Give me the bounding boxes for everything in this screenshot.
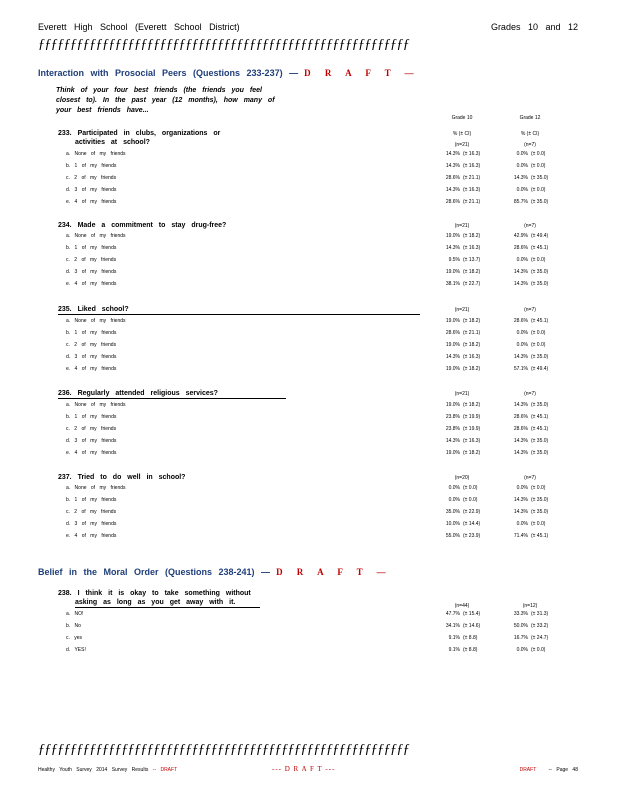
grade-12-percent: 0.0% <box>516 330 528 336</box>
grade-12-ci: (± 35.0) <box>531 402 549 408</box>
row-label: e. 4 of my friends <box>66 281 117 287</box>
grade-10-ci: (± 18.2) <box>463 450 481 456</box>
table-row <box>58 518 558 530</box>
table-row <box>58 230 558 242</box>
grade-10-ci: (± 0.0) <box>463 485 478 491</box>
n-grade-10: (n=21) <box>454 307 470 313</box>
grade-10-percent: 23.8% <box>445 414 460 420</box>
row-label: c. 2 of my friends <box>66 342 117 348</box>
footer-center-draft: --- D R A F T --- <box>272 765 336 773</box>
row-label: c. 2 of my friends <box>66 175 117 181</box>
row-label: b. 1 of my friends <box>66 497 117 503</box>
grade-10-ci: (± 16.3) <box>463 245 481 251</box>
intro-text: Think of your four best friends (the friends you feel closest to). In the past year (12 months), how many of your best friends have... <box>56 87 275 114</box>
table-row <box>58 411 558 423</box>
grade-10-ci: (± 8.8) <box>463 647 478 653</box>
grade-12-ci: (± 0.0) <box>531 151 546 157</box>
grade-10-percent: 55.0% <box>445 533 460 539</box>
n-grade-10: (n=21) <box>454 223 470 229</box>
draft-mark: D R A F T — <box>276 567 390 577</box>
grade-12-ci: (± 35.0) <box>531 509 549 515</box>
question-233 <box>58 129 558 208</box>
grade-10-ci: (± 18.2) <box>463 233 481 239</box>
row-label: a. None of my friends <box>66 318 126 324</box>
table-row <box>58 315 558 327</box>
question-text-line1: 235. Liked school? <box>58 306 129 313</box>
row-label: e. 4 of my friends <box>66 533 117 539</box>
row-label: c. 2 of my friends <box>66 426 117 432</box>
table-row <box>58 184 558 196</box>
table-row <box>58 196 558 208</box>
row-label: b. 1 of my friends <box>66 163 117 169</box>
grade-10-percent: 19.0% <box>445 342 460 348</box>
grade-10-ci: (± 23.9) <box>463 533 481 539</box>
grade-12-ci: (± 35.0) <box>531 199 549 205</box>
grade-10-ci: (± 0.0) <box>463 497 478 503</box>
question-title <box>58 473 558 482</box>
school-name: Everett High School (Everett School District) <box>38 22 240 32</box>
table-row <box>58 327 558 339</box>
grade-10-header: Grade 10 <box>451 115 473 121</box>
grade-12-ci: (± 35.0) <box>531 175 549 181</box>
grade-10-ci: (± 16.3) <box>463 354 481 360</box>
section-title-text: Belief in the Moral Order (Questions 238-241) — <box>38 567 271 577</box>
grade-10-percent: 0.0% <box>448 485 460 491</box>
question-title <box>58 129 558 147</box>
grade-12-ci: (± 0.0) <box>531 342 546 348</box>
grade-12-ci: (± 0.0) <box>531 647 546 653</box>
grade-12-ci: (± 45.1) <box>531 414 549 420</box>
table-row <box>58 620 558 632</box>
row-label: a. None of my friends <box>66 485 126 491</box>
table-row <box>58 278 558 290</box>
row-label: b. 1 of my friends <box>66 414 117 420</box>
grades-label: Grades 10 and 12 <box>490 22 578 32</box>
grade-12-ci: (± 0.0) <box>531 485 546 491</box>
section-title-moral-order <box>38 567 390 577</box>
question-text-line1: 233. Participated in clubs, organizations or <box>58 130 221 137</box>
question-title <box>58 589 558 607</box>
n-grade-10: (n=21) <box>454 391 470 397</box>
grade-10-col-header: % (± CI) <box>452 131 472 137</box>
grade-10-ci: (± 22.7) <box>463 281 481 287</box>
grade-12-percent: 0.0% <box>516 647 528 653</box>
table-row <box>58 254 558 266</box>
grade-12-ci: (± 0.0) <box>531 163 546 169</box>
n-grade-10: (n=20) <box>454 475 470 481</box>
table-row <box>58 530 558 542</box>
row-label: e. 4 of my friends <box>66 366 117 372</box>
footer-right-draft: DRAFT <box>519 767 537 773</box>
grade-10-percent: 14.3% <box>445 151 460 157</box>
table-row <box>58 506 558 518</box>
n-grade-10: (n=21) <box>454 142 470 148</box>
grade-10-percent: 19.0% <box>445 450 460 456</box>
grade-12-ci: (± 49.4) <box>531 366 549 372</box>
row-label: d. 3 of my friends <box>66 187 117 193</box>
grade-12-ci: (± 49.4) <box>531 233 549 239</box>
table-row <box>58 266 558 278</box>
table-row <box>58 608 558 620</box>
table-row <box>58 339 558 351</box>
grade-12-percent: 28.6% <box>513 414 528 420</box>
grade-12-percent: 0.0% <box>516 342 528 348</box>
grade-10-percent: 19.0% <box>445 366 460 372</box>
grade-10-percent: 23.8% <box>445 426 460 432</box>
footer-left <box>38 767 177 773</box>
grade-10-percent: 34.1% <box>445 623 460 629</box>
grade-12-header: Grade 12 <box>519 115 541 121</box>
grade-12-percent: 14.3% <box>513 354 528 360</box>
grade-12-ci: (± 35.0) <box>531 497 549 503</box>
grade-12-ci: (± 0.0) <box>531 521 546 527</box>
section-title-text: Interaction with Prosocial Peers (Questions 233-237) — <box>38 68 299 78</box>
grade-10-percent: 19.0% <box>445 318 460 324</box>
grade-12-percent: 33.3% <box>513 611 528 617</box>
grade-12-ci: (± 35.0) <box>531 438 549 444</box>
grade-12-percent: 42.9% <box>513 233 528 239</box>
n-grade-10: (n=44) <box>454 603 470 609</box>
table-row <box>58 160 558 172</box>
grade-10-ci: (± 14.4) <box>463 521 481 527</box>
draft-mark: D R A F T — <box>304 68 418 78</box>
grade-10-percent: 14.3% <box>445 354 460 360</box>
grade-12-percent: 28.6% <box>513 318 528 324</box>
grade-10-ci: (± 18.2) <box>463 342 481 348</box>
question-title <box>58 221 558 230</box>
question-text-line2: asking as long as you get away with it. <box>75 599 236 606</box>
grade-12-ci: (± 45.1) <box>531 533 549 539</box>
grade-12-col-header: % (± CI) <box>520 131 540 137</box>
grade-10-percent: 9.1% <box>448 635 460 641</box>
grade-12-percent: 0.0% <box>516 151 528 157</box>
row-label: d. 3 of my friends <box>66 438 117 444</box>
row-label: b. 1 of my friends <box>66 245 117 251</box>
grade-12-ci: (± 35.0) <box>531 281 549 287</box>
grade-10-percent: 0.0% <box>448 497 460 503</box>
grade-12-percent: 14.3% <box>513 438 528 444</box>
grade-10-ci: (± 19.9) <box>463 414 481 420</box>
grade-12-percent: 14.3% <box>513 281 528 287</box>
table-row <box>58 447 558 459</box>
table-row <box>58 423 558 435</box>
grade-10-ci: (± 21.1) <box>463 175 481 181</box>
n-grade-12: (n=7) <box>524 223 536 229</box>
table-row <box>58 172 558 184</box>
row-label: b. 1 of my friends <box>66 330 117 336</box>
table-row <box>58 351 558 363</box>
grade-12-ci: (± 35.0) <box>531 269 549 275</box>
filler-line-bottom: ƒƒƒƒƒƒƒƒƒƒƒƒƒƒƒƒƒƒƒƒƒƒƒƒƒƒƒƒƒƒƒƒƒƒƒƒƒƒƒƒƒƒƒƒƒƒƒƒƒƒƒƒƒƒƒƒƒƒ <box>38 743 410 757</box>
grade-10-ci: (± 21.1) <box>463 199 481 205</box>
question-238 <box>58 589 558 656</box>
grade-12-percent: 0.0% <box>516 257 528 263</box>
grade-10-ci: (± 19.9) <box>463 426 481 432</box>
grade-12-percent: 14.3% <box>513 402 528 408</box>
table-row <box>58 435 558 447</box>
question-text-line1: 234. Made a commitment to stay drug-free? <box>58 222 227 229</box>
grade-10-ci: (± 18.2) <box>463 402 481 408</box>
row-label: a. None of my friends <box>66 151 126 157</box>
table-row <box>58 363 558 375</box>
grade-12-ci: (± 0.0) <box>531 257 546 263</box>
grade-10-ci: (± 14.6) <box>463 623 481 629</box>
grade-10-percent: 14.3% <box>445 163 460 169</box>
row-label: d. 3 of my friends <box>66 354 117 360</box>
grade-10-ci: (± 16.3) <box>463 163 481 169</box>
filler-line-top: ƒƒƒƒƒƒƒƒƒƒƒƒƒƒƒƒƒƒƒƒƒƒƒƒƒƒƒƒƒƒƒƒƒƒƒƒƒƒƒƒƒƒƒƒƒƒƒƒƒƒƒƒƒƒƒƒƒƒ <box>38 38 410 52</box>
grade-12-percent: 0.0% <box>516 485 528 491</box>
grade-10-percent: 19.0% <box>445 269 460 275</box>
n-grade-12: (n=12) <box>522 603 538 609</box>
n-grade-12: (n=7) <box>524 142 536 148</box>
question-title <box>58 305 558 314</box>
grade-10-ci: (± 18.2) <box>463 269 481 275</box>
grade-10-percent: 38.1% <box>445 281 460 287</box>
grade-12-percent: 14.3% <box>513 269 528 275</box>
section-title-prosocial-peers <box>38 68 418 78</box>
grade-12-ci: (± 24.7) <box>531 635 549 641</box>
row-label: c. 2 of my friends <box>66 509 117 515</box>
row-label: c. 2 of my friends <box>66 257 117 263</box>
grade-10-percent: 47.7% <box>445 611 460 617</box>
grade-12-ci: (± 45.1) <box>531 426 549 432</box>
row-label: a. None of my friends <box>66 233 126 239</box>
grade-12-ci: (± 33.2) <box>531 623 549 629</box>
grade-10-ci: (± 13.7) <box>463 257 481 263</box>
grade-10-percent: 35.0% <box>445 509 460 515</box>
grade-10-ci: (± 16.3) <box>463 151 481 157</box>
question-text-line1: 238. I think it is okay to take something without <box>58 590 251 597</box>
table-row <box>58 242 558 254</box>
grade-12-percent: 0.0% <box>516 163 528 169</box>
grade-12-ci: (± 0.0) <box>531 187 546 193</box>
row-label: a. None of my friends <box>66 402 126 408</box>
footer-right <box>520 767 578 773</box>
grade-12-percent: 14.3% <box>513 450 528 456</box>
table-row <box>58 148 558 160</box>
grade-12-percent: 71.4% <box>513 533 528 539</box>
grade-10-ci: (± 8.8) <box>463 635 478 641</box>
grade-12-percent: 85.7% <box>513 199 528 205</box>
grade-12-percent: 14.3% <box>513 497 528 503</box>
grade-10-percent: 28.6% <box>445 175 460 181</box>
grade-10-ci: (± 15.4) <box>463 611 481 617</box>
grade-12-percent: 57.1% <box>513 366 528 372</box>
grade-12-percent: 0.0% <box>516 187 528 193</box>
row-label: a. NO! <box>66 611 84 617</box>
question-text-line2: activities at school? <box>75 139 150 146</box>
question-234 <box>58 221 558 290</box>
grade-10-percent: 28.6% <box>445 199 460 205</box>
grade-10-percent: 9.1% <box>448 647 460 653</box>
n-grade-12: (n=7) <box>524 475 536 481</box>
grade-12-ci: (± 45.1) <box>531 318 549 324</box>
table-row <box>58 644 558 656</box>
question-title <box>58 389 558 398</box>
table-row <box>58 399 558 411</box>
grade-12-percent: 14.3% <box>513 509 528 515</box>
grade-10-percent: 14.3% <box>445 187 460 193</box>
table-row <box>58 632 558 644</box>
grade-10-percent: 19.0% <box>445 402 460 408</box>
grade-12-percent: 0.0% <box>516 521 528 527</box>
grade-12-ci: (± 35.0) <box>531 354 549 360</box>
question-235 <box>58 305 558 375</box>
table-row <box>58 482 558 494</box>
grade-12-ci: (± 35.0) <box>531 450 549 456</box>
grade-10-ci: (± 21.1) <box>463 330 481 336</box>
grade-10-percent: 28.6% <box>445 330 460 336</box>
question-text-line1: 237. Tried to do well in school? <box>58 474 186 481</box>
page-number: -- Page 48 <box>548 767 578 773</box>
grade-12-percent: 14.3% <box>513 175 528 181</box>
table-row <box>58 494 558 506</box>
grade-10-ci: (± 18.2) <box>463 318 481 324</box>
n-grade-12: (n=7) <box>524 307 536 313</box>
footer-left-draft: -- DRAFT <box>152 767 178 773</box>
grade-10-ci: (± 16.3) <box>463 438 481 444</box>
grade-10-ci: (± 18.2) <box>463 366 481 372</box>
row-label: d. 3 of my friends <box>66 521 117 527</box>
grade-10-ci: (± 16.3) <box>463 187 481 193</box>
row-label: c. yes <box>66 635 83 641</box>
grade-12-ci: (± 45.1) <box>531 245 549 251</box>
row-label: e. 4 of my friends <box>66 199 117 205</box>
grade-12-ci: (± 0.0) <box>531 330 546 336</box>
row-label: b. No <box>66 623 81 629</box>
grade-10-percent: 14.3% <box>445 438 460 444</box>
grade-12-percent: 16.7% <box>513 635 528 641</box>
question-text-line1: 236. Regularly attended religious services? <box>58 390 218 397</box>
row-label: d. YES! <box>66 647 86 653</box>
grade-12-percent: 28.6% <box>513 426 528 432</box>
question-236 <box>58 389 558 459</box>
row-label: d. 3 of my friends <box>66 269 117 275</box>
grade-10-ci: (± 22.9) <box>463 509 481 515</box>
grade-12-percent: 50.0% <box>513 623 528 629</box>
grade-10-percent: 10.0% <box>445 521 460 527</box>
question-237 <box>58 473 558 542</box>
grade-10-percent: 14.3% <box>445 245 460 251</box>
n-grade-12: (n=7) <box>524 391 536 397</box>
grade-12-ci: (± 31.3) <box>531 611 549 617</box>
grade-10-percent: 9.5% <box>448 257 460 263</box>
grade-10-percent: 19.0% <box>445 233 460 239</box>
grade-12-percent: 28.6% <box>513 245 528 251</box>
footer-survey-title: Healthy Youth Survey 2014 Survey Results <box>38 767 149 773</box>
row-label: e. 4 of my friends <box>66 450 117 456</box>
